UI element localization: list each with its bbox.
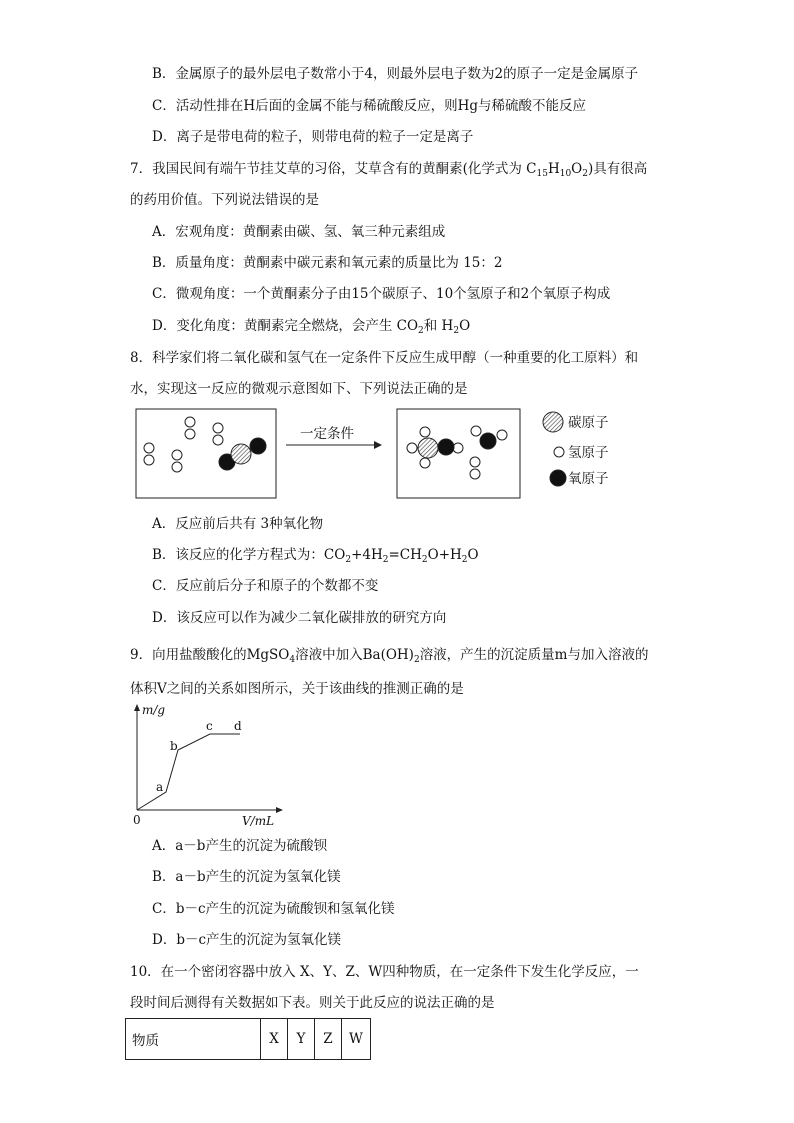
q8-option-a: A．反应前后共有 3种氧化物 (152, 516, 324, 532)
table-header-cell: W (342, 1019, 371, 1060)
point-d-label: d (234, 719, 242, 733)
q6-option-c: C．活动性排在H后面的金属不能与稀硫酸反应，则Hg与稀硫酸不能反应 (152, 98, 587, 114)
co2-molecule-left (219, 438, 266, 470)
carbon-atom-icon (543, 412, 563, 432)
q9-stem-line1: 9．向用盐酸酸化的MgSO$_4$溶液中加入$Ba(OH)_2$溶液，产生的沉淀质量m与加入溶液的 (130, 647, 649, 665)
q8-option-b: B．该反应的化学方程式为：$CO_2+4H_2=CH_2O+H_2O$ (152, 547, 479, 565)
q7-option-b: B．质量角度：黄酮素中碳元素和氧元素的质量比为 15：2 (152, 255, 503, 271)
oxygen-atom-icon (550, 470, 566, 486)
point-b-label: b (170, 739, 178, 753)
precipitate-graph (128, 700, 288, 828)
legend-carbon-label: 碳原子 (568, 415, 609, 431)
substance-table (125, 1018, 371, 1060)
q8-stem-line1: 8．科学家们将二氧化碳和氢气在一定条件下反应生成甲醇（一种重要的化工原料）和 (130, 350, 639, 366)
reaction-diagram (130, 405, 640, 503)
reactant-molecules (144, 417, 223, 472)
q8-option-c: C．反应前后分子和原子的个数都不变 (152, 578, 379, 594)
q9-option-d: D．b－c产生的沉淀为氢氧化镁 (152, 932, 342, 948)
x-axis-label: V/mL (242, 814, 275, 828)
q7-stem-line2: 的药用价值。下列说法错误的是 (130, 192, 319, 208)
origin-label: 0 (133, 813, 141, 827)
q10-stem-line1: 10．在一个密闭容器中放入 X、Y、Z、W四种物质，在一定条件下发生化学反应，一 (130, 964, 639, 980)
atom-legend (543, 412, 609, 487)
y-axis-label: m/g (142, 703, 166, 717)
q7-option-a: A．宏观角度：黄酮素由碳、氢、氧三种元素组成 (152, 224, 446, 240)
q8-option-d: D．该反应可以作为减少二氧化碳排放的研究方向 (152, 610, 447, 626)
precipitate-curve (137, 734, 240, 810)
product-molecules (407, 426, 507, 479)
table-header-cell: X (261, 1019, 288, 1060)
q9-option-a: A．a－b产生的沉淀为硫酸钡 (152, 838, 327, 854)
table-header-cell: Z (315, 1019, 342, 1060)
q10-stem-line2: 段时间后测得有关数据如下表。则关于此反应的说法正确的是 (130, 995, 495, 1011)
arrow-condition-label: 一定条件 (300, 426, 354, 442)
legend-hydrogen-label: 氢原子 (568, 445, 609, 461)
q7-stem-line1: 7．我国民间有端午节挂艾草的习俗，艾草含有的黄酮素(化学式为 $C_{15}H_{10}O_2$)具有很高 (130, 161, 648, 179)
q9-option-c: C．b－c产生的沉淀为硫酸钡和氢氧化镁 (152, 901, 395, 917)
q9-stem-line2: 体积V之间的关系如图所示，关于该曲线的推测正确的是 (130, 681, 464, 697)
q7-option-c: C．微观角度：一个黄酮素分子由15个碳原子、10个氢原子和2个氧原子构成 (152, 286, 611, 302)
q6-option-d: D．离子是带电荷的粒子，则带电荷的粒子一定是离子 (152, 129, 474, 145)
hydrogen-atom-icon (554, 447, 564, 457)
table-header-cell: Y (288, 1019, 315, 1060)
q9-option-b: B．a－b产生的沉淀为氢氧化镁 (152, 869, 341, 885)
legend-oxygen-label: 氧原子 (568, 471, 609, 487)
q8-stem-line2: 水，实现这一反应的微观示意图如下、下列说法正确的是 (130, 381, 468, 397)
q6-option-b: B．金属原子的最外层电子数常小于4，则最外层电子数为2的原子一定是金属原子 (152, 66, 639, 82)
table-header-cell: 物质 (126, 1019, 261, 1060)
q7-option-d: D．变化角度：黄酮素完全燃烧，会产生 $CO_2$和 $H_2O$ (152, 318, 471, 336)
point-c-label: c (206, 719, 213, 733)
products-box (397, 409, 520, 498)
reaction-arrow (286, 426, 382, 449)
table-row (126, 1019, 371, 1060)
point-a-label: a (156, 780, 164, 794)
